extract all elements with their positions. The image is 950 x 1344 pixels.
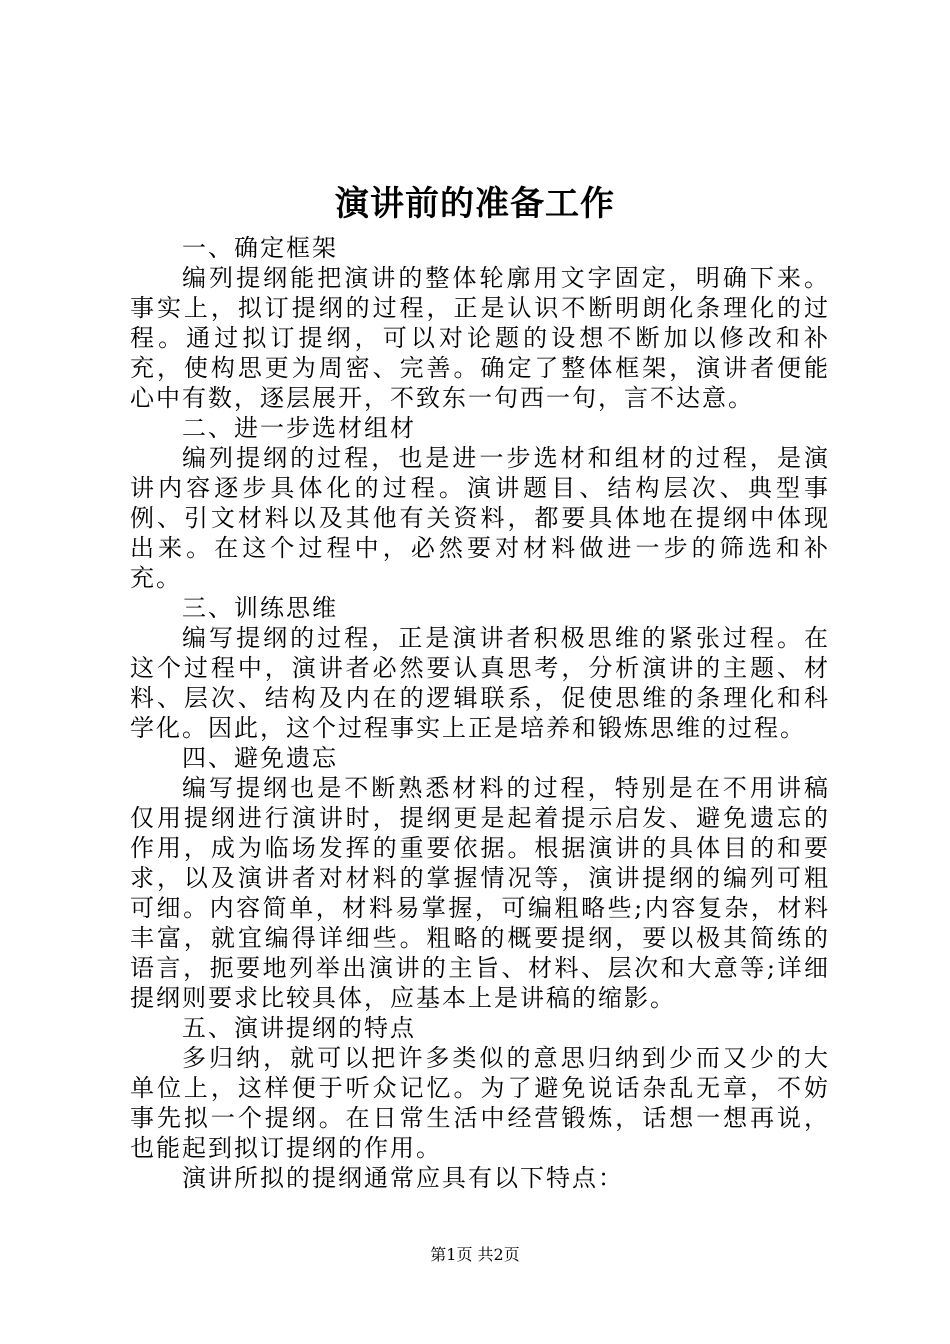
section-heading: 四、避免遗忘 (182, 744, 338, 772)
section-heading: 一、确定框架 (182, 234, 338, 262)
body-paragraph: 多归纳，就可以把许多类似的意思归纳到少而又少的大单位上，这样便于听众记忆。为了避免说话杂乱无章，不妨事先拟一个提纲。在日常生活中经营锻炼，话想一想再说，也能起到拟订提纲的作用。 (130, 1044, 830, 1162)
section-heading: 二、进一步选材组材 (182, 414, 416, 442)
document-title: 演讲前的准备工作 (335, 184, 615, 224)
body-paragraph: 演讲所拟的提纲通常应具有以下特点： (182, 1164, 624, 1192)
body-paragraph: 编写提纲的过程，正是演讲者积极思维的紧张过程。在这个过程中，演讲者必然要认真思考，分析演讲的主题、材料、层次、结构及内在的逻辑联系，促使思维的条理化和科学化。因此，这个过程事实上正是培养和锻炼思维的过程。 (130, 624, 830, 742)
body-paragraph: 编写提纲也是不断熟悉材料的过程，特别是在不用讲稿仅用提纲进行演讲时，提纲更是起着提示启发、避免遗忘的作用，成为临场发挥的重要依据。根据演讲的具体目的和要求，以及演讲者对材料的掌握情况等，演讲提纲的编列可粗可细。内容简单，材料易掌握，可编粗略些;内容复杂，材料丰富，就宜编得详细些。粗略的概要提纲，要以极其简练的语言，扼要地列举出演讲的主旨、材料、层次和大意等;详细提纲则要求比较具体，应基本上是讲稿的缩影。 (130, 774, 830, 1012)
section-heading: 三、训练思维 (182, 594, 338, 622)
body-paragraph: 编列提纲的过程，也是进一步选材和组材的过程，是演讲内容逐步具体化的过程。演讲题目、结构层次、典型事例、引文材料以及其他有关资料，都要具体地在提纲中体现出来。在这个过程中，必然要对材料做进一步的筛选和补充。 (130, 444, 830, 592)
section-heading: 五、演讲提纲的特点 (182, 1014, 416, 1042)
page-footer: 第1页 共2页 (430, 1245, 520, 1264)
body-paragraph: 编列提纲能把演讲的整体轮廓用文字固定，明确下来。事实上，拟订提纲的过程，正是认识不断明朗化条理化的过程。通过拟订提纲，可以对论题的设想不断加以修改和补充，使构思更为周密、完善。确定了整体框架，演讲者便能心中有数，逐层展开，不致东一句西一句，言不达意。 (130, 264, 830, 412)
document-body (130, 233, 830, 1193)
